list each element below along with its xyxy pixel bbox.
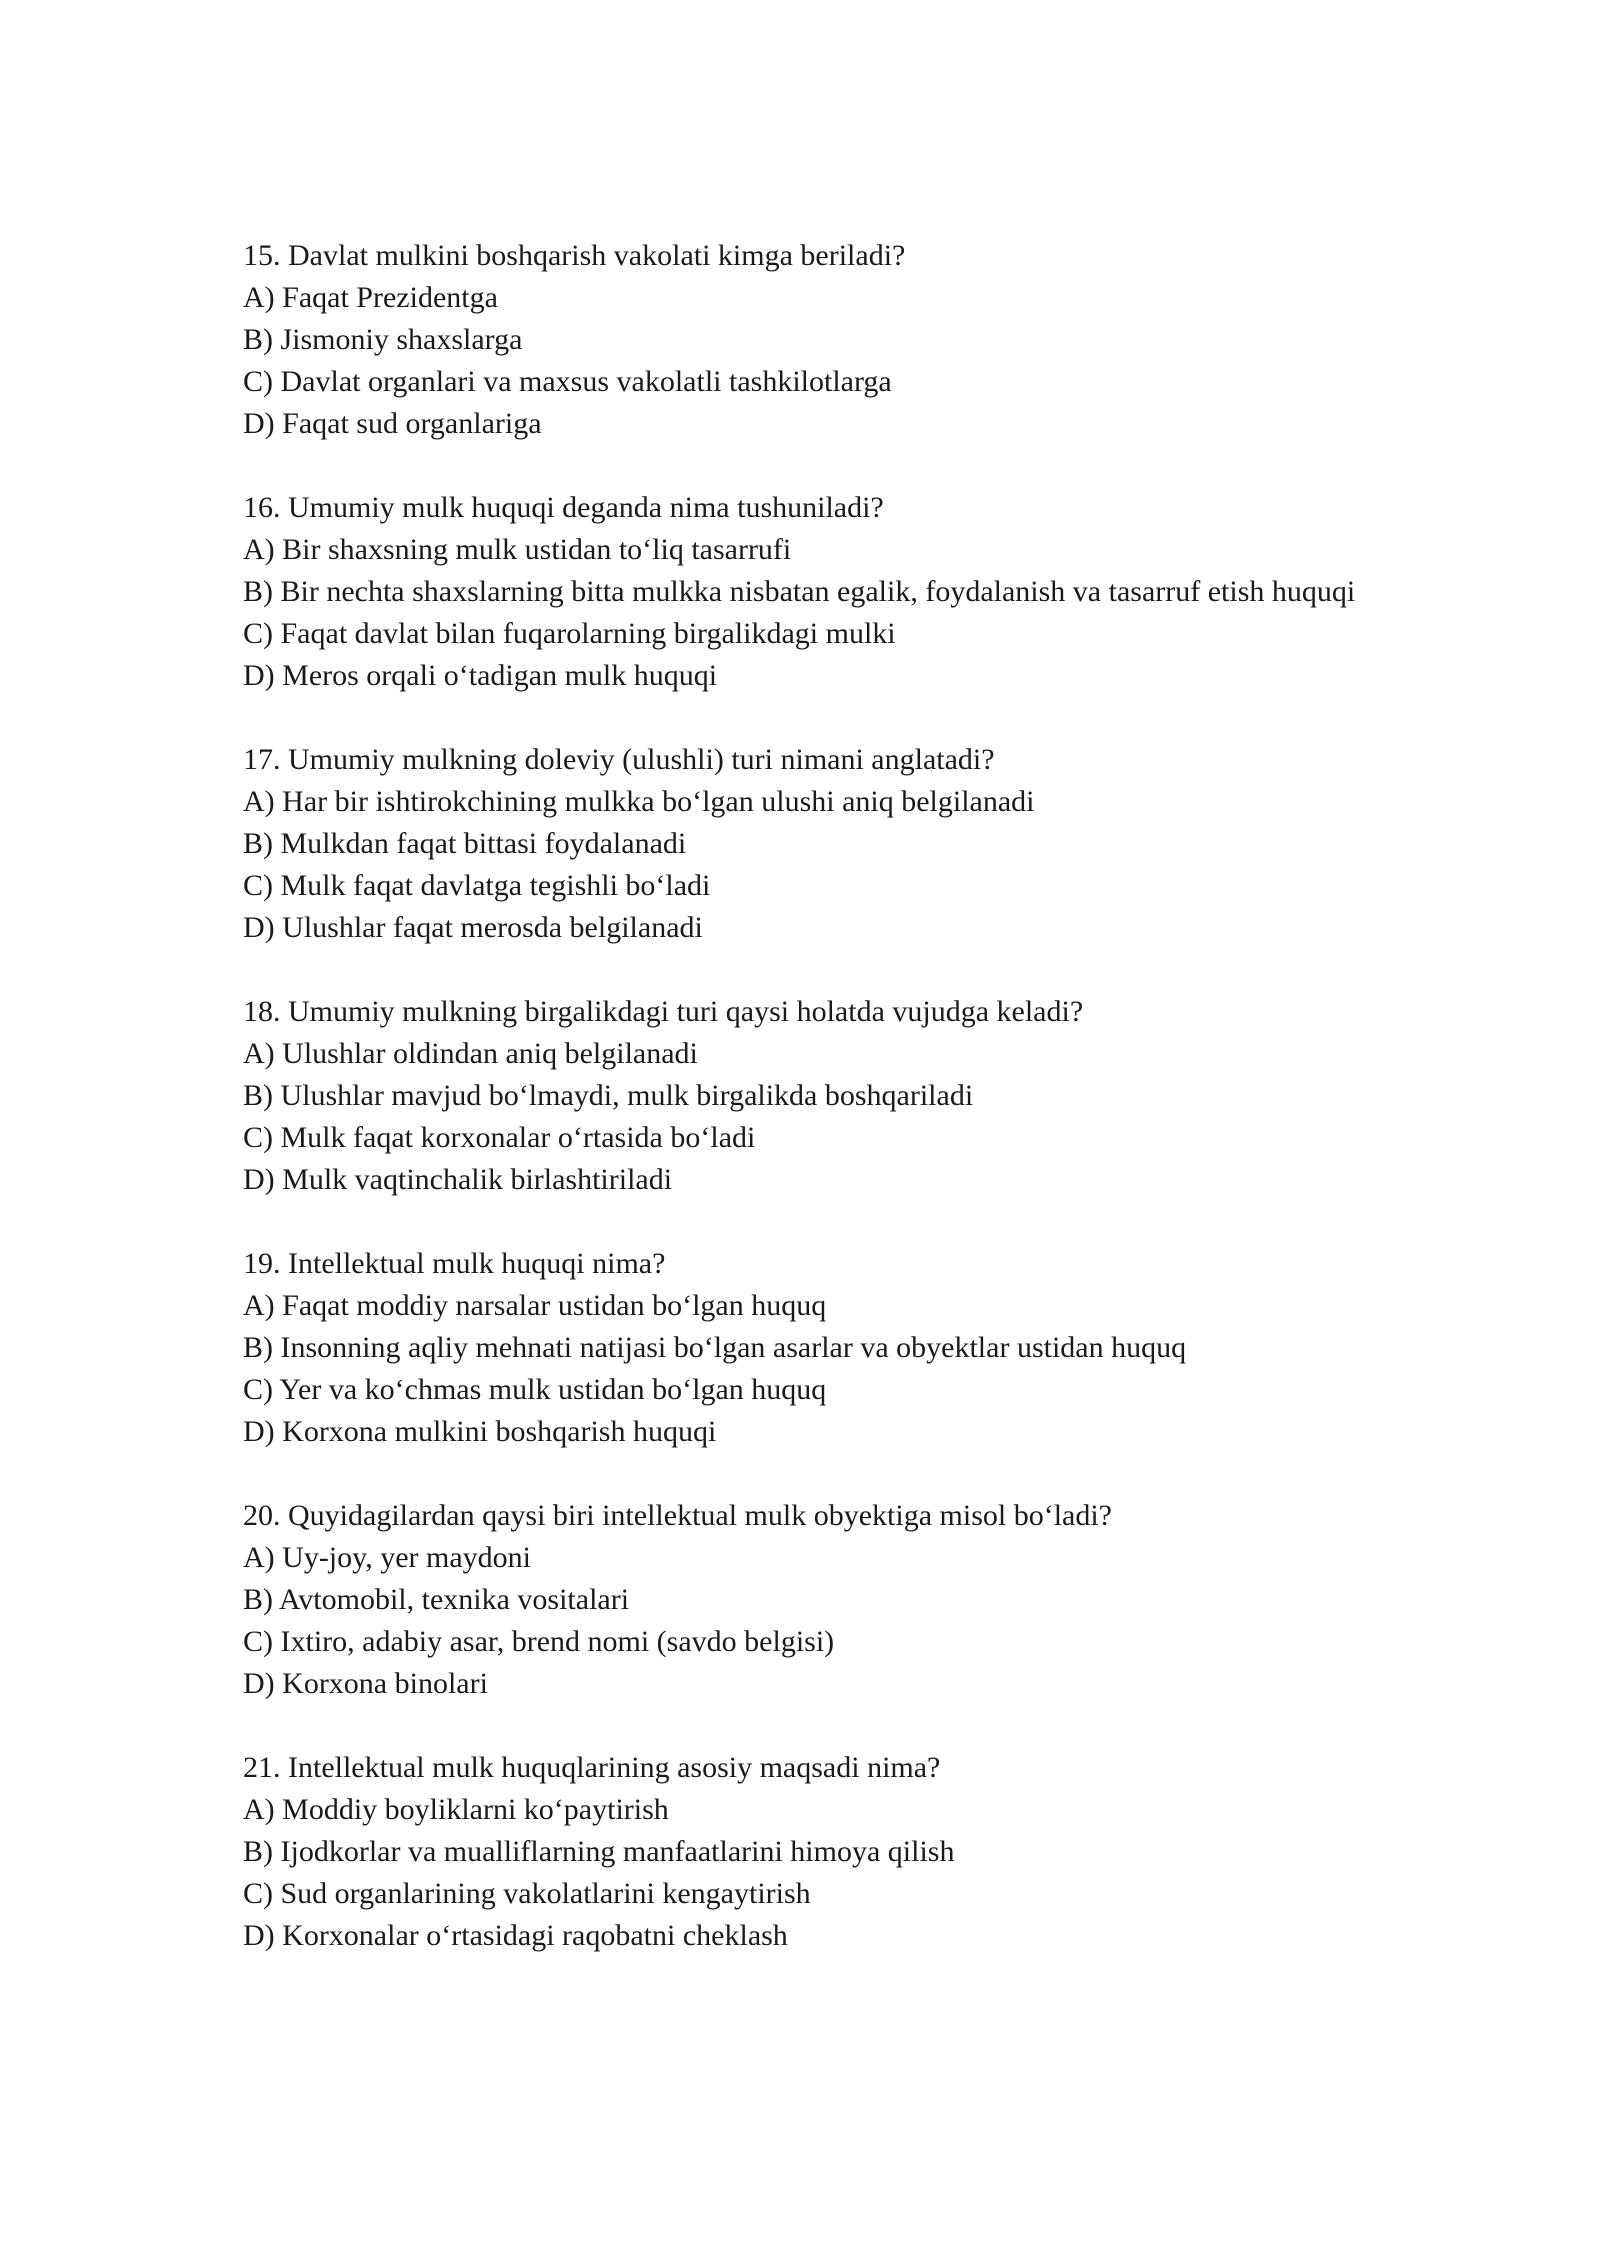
question-text: 15. Davlat mulkini boshqarish vakolati kimga beriladi? <box>243 239 906 272</box>
answer-option: A) Bir shaxsning mulk ustidan to‘liq tasarrufi <box>243 533 792 566</box>
question-text: 19. Intellektual mulk huquqi nima? <box>243 1247 666 1280</box>
answer-option: C) Davlat organlari va maxsus vakolatli tashkilotlarga <box>243 365 892 398</box>
answer-option: B) Bir nechta shaxslarning bitta mulkka nisbatan egalik, foydalanish va tasarruf etish huquqi <box>243 575 1356 608</box>
question-text: 21. Intellektual mulk huquqlarining asosiy maqsadi nima? <box>243 1751 941 1784</box>
answer-option: C) Mulk faqat korxonalar o‘rtasida bo‘ladi <box>243 1121 756 1154</box>
answer-option: B) Ijodkorlar va mualliflarning manfaatlarini himoya qilish <box>243 1835 955 1868</box>
answer-option: D) Ulushlar faqat merosda belgilanadi <box>243 911 703 944</box>
answer-option: B) Mulkdan faqat bittasi foydalanadi <box>243 827 687 860</box>
question-text: 18. Umumiy mulkning birgalikdagi turi qaysi holatda vujudga keladi? <box>243 995 1084 1028</box>
answer-option: C) Faqat davlat bilan fuqarolarning birgalikdagi mulki <box>243 617 896 650</box>
answer-option: A) Har bir ishtirokchining mulkka bo‘lgan ulushi aniq belgilanadi <box>243 785 1035 818</box>
answer-option: A) Ulushlar oldindan aniq belgilanadi <box>243 1037 698 1070</box>
answer-option: C) Ixtiro, adabiy asar, brend nomi (savdo belgisi) <box>243 1625 835 1658</box>
answer-option: C) Mulk faqat davlatga tegishli bo‘ladi <box>243 869 711 902</box>
answer-option: D) Korxona mulkini boshqarish huquqi <box>243 1415 717 1448</box>
answer-option: B) Ulushlar mavjud bo‘lmaydi, mulk birgalikda boshqariladi <box>243 1079 974 1112</box>
answer-option: A) Uy-joy, yer maydoni <box>243 1541 531 1574</box>
answer-option: A) Faqat moddiy narsalar ustidan bo‘lgan huquq <box>243 1289 827 1322</box>
answer-option: A) Faqat Prezidentga <box>243 281 498 314</box>
answer-option: C) Yer va ko‘chmas mulk ustidan bo‘lgan huquq <box>243 1373 827 1406</box>
answer-option: B) Jismoniy shaxslarga <box>243 323 523 356</box>
answer-option: B) Avtomobil, texnika vositalari <box>243 1583 630 1616</box>
answer-option: D) Faqat sud organlariga <box>243 407 542 440</box>
question-block <box>243 487 1363 697</box>
question-block <box>243 991 1363 1201</box>
question-block <box>243 739 1363 949</box>
question-text: 17. Umumiy mulkning doleviy (ulushli) turi nimani anglatadi? <box>243 743 995 776</box>
answer-option: D) Meros orqali o‘tadigan mulk huquqi <box>243 659 718 692</box>
answer-option: A) Moddiy boyliklarni ko‘paytirish <box>243 1793 669 1826</box>
answer-option: D) Korxonalar o‘rtasidagi raqobatni cheklash <box>243 1919 788 1952</box>
answer-option: B) Insonning aqliy mehnati natijasi bo‘lgan asarlar va obyektlar ustidan huquq <box>243 1331 1187 1364</box>
document-page <box>243 235 1363 1999</box>
question-text: 16. Umumiy mulk huquqi deganda nima tushuniladi? <box>243 491 884 524</box>
question-block <box>243 235 1363 445</box>
answer-option: C) Sud organlarining vakolatlarini kengaytirish <box>243 1877 811 1910</box>
question-block <box>243 1747 1363 1957</box>
question-block <box>243 1243 1363 1453</box>
answer-option: D) Mulk vaqtinchalik birlashtiriladi <box>243 1163 673 1196</box>
question-block <box>243 1495 1363 1705</box>
answer-option: D) Korxona binolari <box>243 1667 488 1700</box>
question-text: 20. Quyidagilardan qaysi biri intellektual mulk obyektiga misol bo‘ladi? <box>243 1499 1112 1532</box>
